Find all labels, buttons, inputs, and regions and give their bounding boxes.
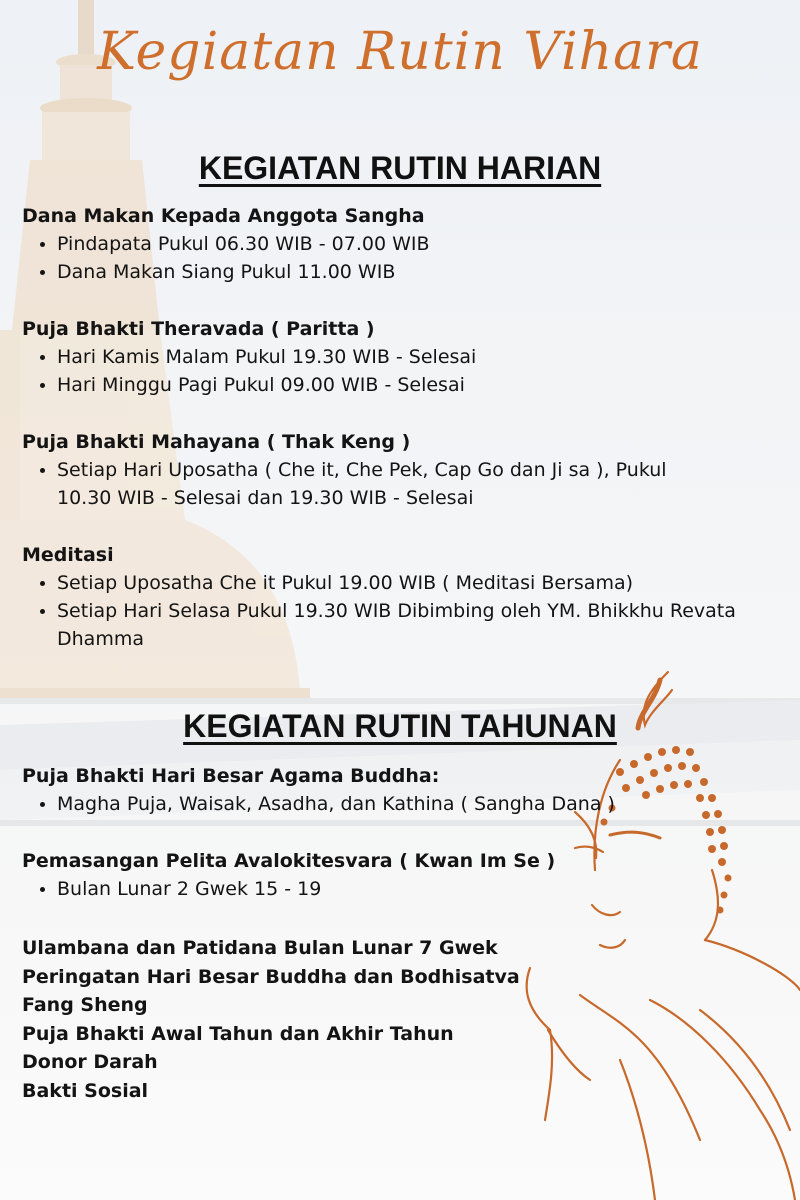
list-item: • Hari Kamis Malam Pukul 19.30 WIB - Selesai	[57, 343, 762, 371]
section-title: Puja Bhakti Mahayana ( Thak Keng )	[22, 431, 411, 453]
list-item: • Dana Makan Siang Pukul 11.00 WIB	[57, 258, 762, 286]
section-title: Puja Bhakti Theravada ( Paritta )	[22, 318, 375, 340]
tahunan-content	[22, 762, 762, 1105]
section-title: Meditasi	[22, 544, 114, 566]
activity-item: Bakti Sosial	[22, 1079, 149, 1102]
section-title: Puja Bhakti Hari Besar Agama Buddha:	[22, 765, 440, 787]
list-item: • Bulan Lunar 2 Gwek 15 - 19	[57, 875, 762, 903]
heading-tahunan: KEGIATAN RUTIN TAHUNAN	[183, 708, 617, 744]
harian-content	[22, 202, 762, 653]
activity-item: Puja Bhakti Awal Tahun dan Akhir Tahun	[22, 1022, 454, 1045]
list-item: • Setiap Hari Selasa Pukul 19.30 WIB Dibimbing oleh YM. Bhikkhu Revata Dhamma	[57, 597, 757, 653]
list-item: • Setiap Uposatha Che it Pukul 19.00 WIB ( Meditasi Bersama)	[57, 569, 757, 597]
list-item: • Pindapata Pukul 06.30 WIB - 07.00 WIB	[57, 230, 762, 258]
activity-item: Ulambana dan Patidana Bulan Lunar 7 Gwek	[22, 937, 498, 959]
other-activities	[22, 934, 762, 1105]
section-meditasi	[22, 541, 762, 653]
activity-item: Fang Sheng	[22, 994, 148, 1016]
list-item: • Setiap Hari Uposatha ( Che it, Che Pek, Cap Go dan Ji sa ), Pukul 10.30 WIB - Selesai dan 19.30 WIB - Selesai	[57, 456, 697, 512]
heading-harian: KEGIATAN RUTIN HARIAN	[198, 150, 602, 186]
activity-item: Donor Darah	[22, 1051, 158, 1073]
list-item: • Hari Minggu Pagi Pukul 09.00 WIB - Selesai	[57, 371, 762, 399]
section-title: Dana Makan Kepada Anggota Sangha	[22, 205, 425, 227]
section-pelita	[22, 847, 762, 903]
section-mahayana	[22, 428, 762, 512]
activity-item: Peringatan Hari Besar Buddha dan Bodhisatva	[22, 965, 520, 988]
section-theravada	[22, 315, 762, 399]
page-title: Kegiatan Rutin Vihara	[97, 22, 703, 82]
section-title: Pemasangan Pelita Avalokitesvara ( Kwan Im Se )	[22, 850, 556, 872]
section-dana-makan	[22, 202, 762, 286]
section-hari-besar	[22, 762, 762, 818]
list-item: • Magha Puja, Waisak, Asadha, dan Kathina ( Sangha Dana )	[57, 790, 762, 818]
